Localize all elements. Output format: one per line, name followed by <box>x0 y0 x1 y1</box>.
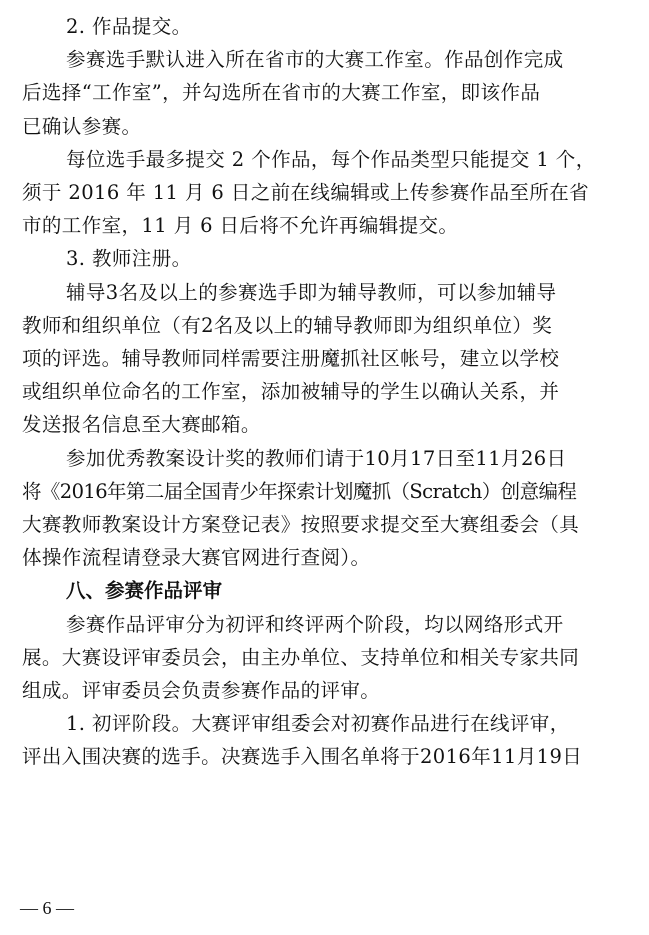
text-line: 教师和组织单位（有2名及以上的辅导教师即为组织单位）奖 <box>22 313 553 337</box>
text-line: 项的评选。辅导教师同样需要注册魔抓社区帐号，建立以学校 <box>22 347 560 371</box>
subsection-teacher-registration <box>22 242 634 574</box>
text-line: 市的工作室，11 月 6 日后将不允许再编辑提交。 <box>22 214 459 238</box>
text-line: 后选择“工作室”，并勾选所在省市的大赛工作室，即该作品 <box>22 81 541 105</box>
subsection-heading: 2. 作品提交。 <box>66 15 192 38</box>
page-number: — 6 — <box>20 898 74 918</box>
text-line: 辅导3名及以上的参赛选手即为辅导教师，可以参加辅导 <box>66 280 557 304</box>
text-line: 组成。评审委员会负责参赛作品的评审。 <box>22 679 381 703</box>
text-line: 须于 2016 年 11 月 6 日之前在线编辑或上传参赛作品至所在省 <box>22 181 590 205</box>
text-line: 参赛选手默认进入所在省市的大赛工作室。作品创作完成 <box>66 48 564 72</box>
text-line: 大赛教师教案设计方案登记表》按照要求提交至大赛组委会（具 <box>22 513 580 537</box>
text-line: 1. 初评阶段。大赛评审组委会对初赛作品进行在线评审， <box>66 712 570 736</box>
text-line: 将《2016年第二届全国青少年探索计划魔抓（Scratch）创意编程 <box>22 479 577 503</box>
text-line: 参加优秀教案设计奖的教师们请于10月17日至11月26日 <box>66 446 567 470</box>
section-heading: 八、参赛作品评审 <box>66 579 223 603</box>
section-review-text <box>22 608 634 774</box>
document-body <box>22 10 634 774</box>
text-line: 展。大赛设评审委员会，由主办单位、支持单位和相关专家共同 <box>22 645 580 669</box>
text-line: 参赛作品评审分为初评和终评两个阶段，均以网络形式开 <box>66 612 564 636</box>
text-line: 体操作流程请登录大赛官网进行查阅）。 <box>22 546 371 570</box>
subsection-works-submission <box>22 10 634 242</box>
text-line: 已确认参赛。 <box>22 114 142 138</box>
text-line: 评出入围决赛的选手。决赛选手入围名单将于2016年11月19日 <box>22 745 583 769</box>
text-line: 每位选手最多提交 2 个作品，每个作品类型只能提交 1 个， <box>66 147 596 171</box>
text-line: 发送报名信息至大赛邮箱。 <box>22 413 261 437</box>
subsection-heading: 3. 教师注册。 <box>66 247 192 271</box>
text-line: 或组织单位命名的工作室，添加被辅导的学生以确认关系，并 <box>22 380 560 404</box>
